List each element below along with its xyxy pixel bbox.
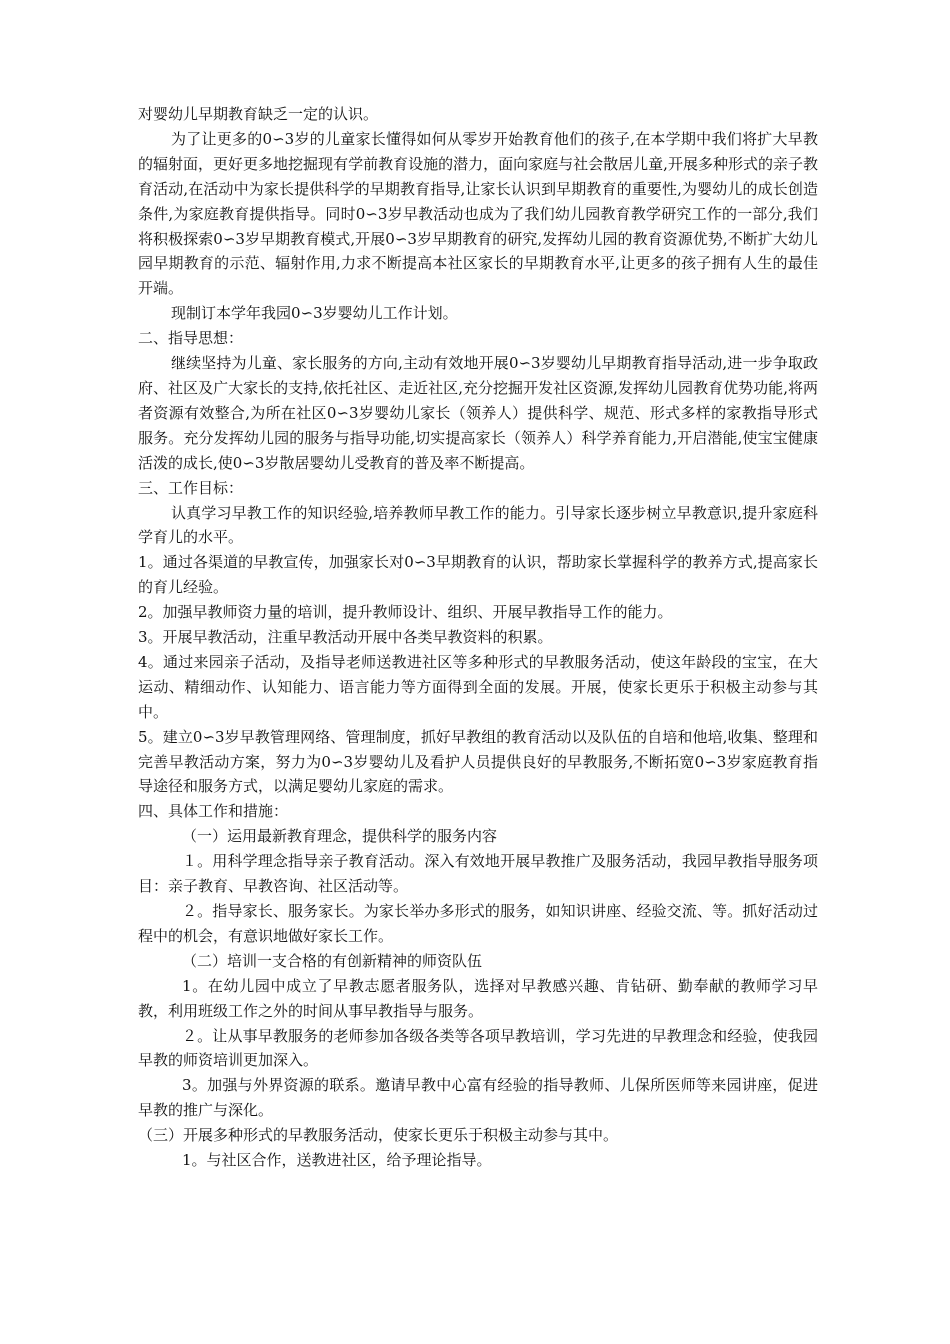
list-item: 2。加强早教师资力量的培训，提升教师设计、组织、开展早教指导工作的能力。 xyxy=(138,603,673,622)
list-item: 3。加强与外界资源的联系。邀请早教中心富有经验的指导教师、儿保所医师等来园讲座，促进早教的推广与深化。 xyxy=(138,1076,818,1120)
list-item: 5。建立0∽3岁早教管理网络、管理制度，抓好早教组的教育活动以及队伍的自培和他培,收集、整理和完善早教活动方案，努力为0∽3岁婴幼儿及看护人员提供良好的早教服务,不断拓宽0∽3岁家庭教育指导途径和服务方式，以满足婴幼儿家庭的需求。 xyxy=(138,727,818,796)
paragraph: 继续坚持为儿童、家长服务的方向,主动有效地开展0∽3岁婴幼儿早期教育指导活动,进一步争取政府、社区及广大家长的支持,依托社区、走近社区,充分挖掘开发社区资源,发挥幼儿园教育优势功能,将两者资源有效整合,为所在社区0∽3岁婴幼儿家长（领养人）提供科学、规范、形式多样的家教指导形式服务。充分发挥幼儿园的服务与指导功能,切实提高家长（领养人）科学养育能力,开启潜能,使宝宝健康活泼的成长,使0∽3岁散居婴幼儿受教育的普及率不断提高。 xyxy=(138,354,818,472)
paragraph: 对婴幼儿早期教育缺乏一定的认识。 xyxy=(138,105,379,123)
paragraph: 现制订本学年我园0∽3岁婴幼儿工作计划。 xyxy=(171,304,458,323)
document-page xyxy=(138,102,818,1173)
section-heading: 四、具体工作和措施： xyxy=(138,802,289,821)
paragraph: 认真学习早教工作的知识经验,培养教师早教工作的能力。引导家长逐步树立早教意识,提升家庭科学育儿的水平。 xyxy=(138,503,818,547)
list-item: ２。让从事早教服务的老师参加各级各类等各项早教培训，学习先进的早教理念和经验，使我园早教的师资培训更加深入。 xyxy=(138,1026,818,1070)
subsection-heading: （一）运用最新教育理念，提供科学的服务内容 xyxy=(182,827,498,846)
list-item: 1。与社区合作，送教进社区，给予理论指导。 xyxy=(182,1151,492,1170)
subsection-heading: （三）开展多种形式的早教服务活动，使家长更乐于积极主动参与其中。 xyxy=(138,1126,619,1145)
list-item: 4。通过来园亲子活动，及指导老师送教进社区等多种形式的早教服务活动，使这年龄段的宝宝，在大运动、精细动作、认知能力、语言能力等方面得到全面的发展。开展，使家长更乐于积极主动参与其中。 xyxy=(138,652,818,721)
section-heading: 三、工作目标： xyxy=(138,478,244,497)
list-item: ２。指导家长、服务家长。为家长举办多形式的服务，如知识讲座、经验交流、等。抓好活动过程中的机会，有意识地做好家长工作。 xyxy=(138,902,818,945)
paragraph: 为了让更多的0∽3岁的儿童家长懂得如何从零岁开始教育他们的孩子,在本学期中我们将扩大早教的辐射面，更好更多地挖掘现有学前教育设施的潜力，面向家庭与社会散居儿童,开展多种形式的亲子教育活动,在活动中为家长提供科学的早期教育指导,让家长认识到早期教育的重要性,为婴幼儿的成长创造条件,为家庭教育提供指导。同时0∽3岁早教活动也成为了我们幼儿园教育教学研究工作的一部分,我们将积极探索0∽3岁早期教育模式,开展0∽3岁早期教育的研究,发挥幼儿园的教育资源优势,不断扩大幼儿园早期教育的示范、辐射作用,力求不断提高本社区家长的早期教育水平,让更多的孩子拥有人生的最佳开端。 xyxy=(138,129,818,298)
list-item: 3。开展早教活动，注重早教活动开展中各类早教资料的积累。 xyxy=(138,628,553,647)
list-item: 1。在幼儿园中成立了早教志愿者服务队，选择对早教感兴趣、肯钻研、勤奉献的教师学习早教，利用班级工作之外的时间从事早教指导与服务。 xyxy=(138,976,818,1020)
section-heading: 二、指导思想： xyxy=(138,329,244,348)
list-item: 1。通过各渠道的早教宣传，加强家长对0∽3早期教育的认识，帮助家长掌握科学的教养方式,提高家长的育儿经验。 xyxy=(138,553,818,597)
subsection-heading: （二）培训一支合格的有创新精神的师资队伍 xyxy=(182,951,483,970)
list-item: １。用科学理念指导亲子教育活动。深入有效地开展早教推广及服务活动，我园早教指导服务项目：亲子教育、早教咨询、社区活动等。 xyxy=(138,852,818,896)
